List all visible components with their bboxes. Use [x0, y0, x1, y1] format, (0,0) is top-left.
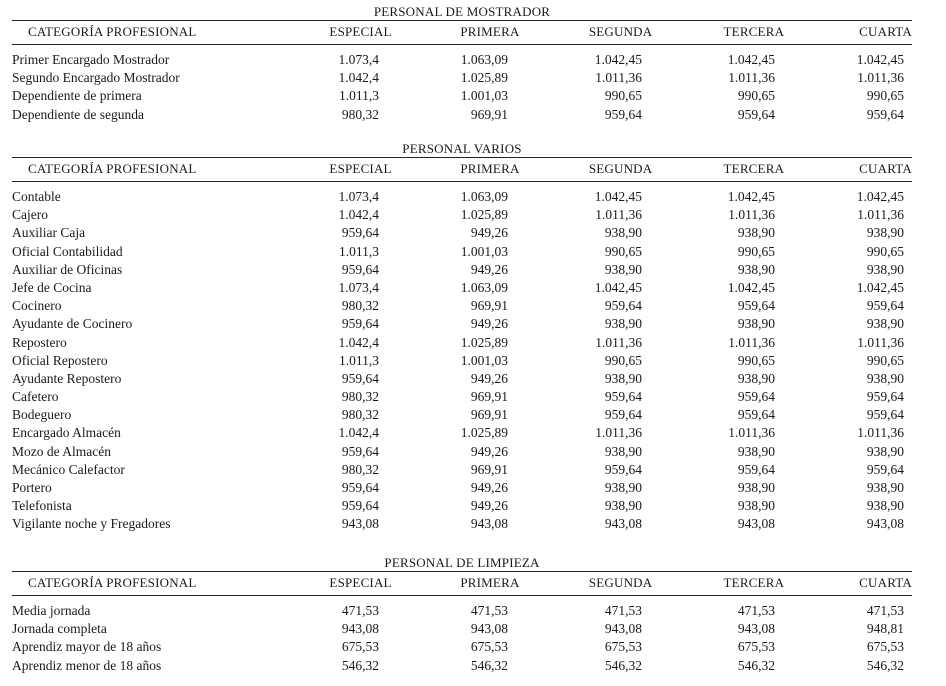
cell-category: Vigilante noche y Fregadores — [12, 516, 171, 532]
cell-segunda: 990,65 — [604, 243, 642, 259]
cell-category: Cocinero — [12, 298, 62, 314]
cell-cuarta: 1.042,45 — [856, 279, 904, 295]
cell-especial: 980,32 — [341, 106, 379, 122]
table-row — [12, 297, 912, 315]
cell-tercera: 1.042,45 — [727, 279, 775, 295]
col-header-cuarta: CUARTA — [859, 161, 912, 176]
cell-primera: 1.001,03 — [460, 88, 508, 104]
cell-cuarta: 938,90 — [866, 261, 904, 277]
cell-category: Ayudante de Cocinero — [12, 316, 133, 332]
cell-segunda: 959,64 — [604, 407, 642, 423]
cell-especial: 943,08 — [341, 516, 379, 532]
section-mostrador — [12, 3, 912, 124]
cell-category: Auxiliar Caja — [12, 225, 86, 241]
cell-primera: 949,26 — [470, 316, 508, 332]
cell-tercera: 959,64 — [737, 407, 775, 423]
cell-primera: 1.001,03 — [460, 243, 508, 259]
table-row — [12, 206, 912, 224]
cell-category: Segundo Encargado Mostrador — [12, 70, 180, 86]
cell-cuarta: 959,64 — [866, 298, 904, 314]
table-header — [12, 571, 912, 596]
cell-cuarta: 1.042,45 — [856, 52, 904, 67]
cell-primera: 1.063,09 — [460, 279, 508, 295]
cell-segunda: 938,90 — [604, 498, 642, 514]
cell-especial: 1.011,3 — [339, 352, 379, 368]
table-row — [12, 479, 912, 497]
cell-primera: 949,26 — [470, 443, 508, 459]
cell-especial: 959,64 — [341, 498, 379, 514]
cell-category: Encargado Almacén — [12, 425, 121, 441]
cell-especial: 675,53 — [341, 639, 379, 655]
table-row — [12, 638, 912, 656]
col-header-category: CATEGORÍA PROFESIONAL — [28, 24, 197, 39]
cell-especial: 980,32 — [341, 389, 379, 405]
cell-category: Mozo de Almacén — [12, 443, 111, 459]
cell-cuarta: 938,90 — [866, 498, 904, 514]
cell-segunda: 990,65 — [604, 88, 642, 104]
table-row — [12, 51, 912, 69]
cell-tercera: 675,53 — [737, 639, 775, 655]
cell-especial: 959,64 — [341, 261, 379, 277]
table-row — [12, 243, 912, 261]
table-row — [12, 657, 912, 675]
cell-especial: 1.011,3 — [339, 88, 379, 104]
cell-category: Aprendiz mayor de 18 años — [12, 639, 162, 655]
cell-tercera: 938,90 — [737, 480, 775, 495]
cell-segunda: 1.042,45 — [594, 52, 642, 67]
table-row — [12, 87, 912, 105]
cell-segunda: 1.042,45 — [594, 189, 642, 204]
cell-tercera: 1.042,45 — [727, 52, 775, 67]
cell-tercera: 1.011,36 — [728, 334, 775, 350]
cell-especial: 959,64 — [341, 316, 379, 332]
cell-cuarta: 959,64 — [866, 389, 904, 405]
cell-primera: 1.063,09 — [460, 189, 508, 204]
cell-cuarta: 938,90 — [866, 370, 904, 386]
cell-cuarta: 938,90 — [866, 480, 904, 495]
cell-primera: 675,53 — [470, 639, 508, 655]
cell-primera: 1.025,89 — [460, 207, 508, 223]
cell-tercera: 943,08 — [737, 516, 775, 532]
cell-category: Cafetero — [12, 389, 59, 405]
cell-cuarta: 1.011,36 — [857, 207, 904, 223]
cell-cuarta: 1.042,45 — [856, 189, 904, 204]
cell-cuarta: 959,64 — [866, 106, 904, 122]
cell-category: Dependiente de segunda — [12, 106, 144, 122]
col-header-especial: ESPECIAL — [329, 575, 392, 590]
table-row — [12, 461, 912, 479]
cell-especial: 980,32 — [341, 461, 379, 477]
cell-primera: 969,91 — [470, 407, 508, 423]
table-body — [12, 182, 912, 534]
cell-cuarta: 990,65 — [866, 88, 904, 104]
cell-segunda: 471,53 — [604, 603, 642, 618]
cell-primera: 949,26 — [470, 261, 508, 277]
cell-tercera: 990,65 — [737, 243, 775, 259]
table-row — [12, 424, 912, 442]
section-title: PERSONAL VARIOS — [402, 141, 522, 156]
cell-primera: 949,26 — [470, 225, 508, 241]
table-row — [12, 315, 912, 333]
cell-primera: 943,08 — [470, 516, 508, 532]
table-row — [12, 370, 912, 388]
cell-especial: 1.073,4 — [338, 279, 379, 295]
cell-cuarta: 959,64 — [866, 407, 904, 423]
col-header-tercera: TERCERA — [723, 575, 785, 590]
col-header-segunda: SEGUNDA — [588, 161, 653, 176]
cell-primera: 949,26 — [470, 480, 508, 495]
table-row — [12, 279, 912, 297]
section-title: PERSONAL DE MOSTRADOR — [373, 4, 551, 19]
cell-tercera: 1.011,36 — [728, 207, 775, 223]
cell-tercera: 959,64 — [737, 298, 775, 314]
cell-primera: 949,26 — [470, 370, 508, 386]
cell-primera: 943,08 — [470, 621, 508, 637]
cell-cuarta: 675,53 — [866, 639, 904, 655]
cell-primera: 949,26 — [470, 498, 508, 514]
cell-segunda: 938,90 — [604, 443, 642, 459]
cell-cuarta: 990,65 — [866, 243, 904, 259]
cell-especial: 959,64 — [341, 443, 379, 459]
cell-especial: 980,32 — [341, 298, 379, 314]
cell-primera: 1.001,03 — [460, 352, 508, 368]
table-row — [12, 602, 912, 620]
table-row — [12, 188, 912, 206]
table-row — [12, 620, 912, 638]
table-row — [12, 106, 912, 124]
cell-tercera: 938,90 — [737, 261, 775, 277]
cell-category: Repostero — [12, 334, 67, 350]
cell-especial: 1.042,4 — [338, 425, 379, 441]
table-row — [12, 497, 912, 515]
cell-category: Oficial Contabilidad — [12, 243, 123, 259]
cell-tercera: 546,32 — [737, 657, 775, 673]
cell-segunda: 959,64 — [604, 106, 642, 122]
cell-category: Bodeguero — [12, 407, 72, 423]
cell-especial: 980,32 — [341, 407, 379, 423]
cell-especial: 471,53 — [341, 603, 379, 618]
cell-segunda: 938,90 — [604, 370, 642, 386]
cell-cuarta: 1.011,36 — [857, 425, 904, 441]
section-varios — [12, 140, 912, 534]
table-body — [12, 596, 912, 675]
cell-segunda: 675,53 — [604, 639, 642, 655]
cell-tercera: 938,90 — [737, 498, 775, 514]
cell-segunda: 938,90 — [604, 480, 642, 495]
cell-segunda: 1.042,45 — [594, 279, 642, 295]
cell-category: Oficial Repostero — [12, 352, 108, 368]
cell-cuarta: 938,90 — [866, 316, 904, 332]
cell-especial: 546,32 — [341, 657, 379, 673]
cell-especial: 1.042,4 — [338, 70, 379, 86]
table-header — [12, 157, 912, 182]
cell-primera: 969,91 — [470, 298, 508, 314]
col-header-especial: ESPECIAL — [329, 161, 392, 176]
cell-segunda: 1.011,36 — [595, 207, 642, 223]
cell-tercera: 471,53 — [737, 603, 775, 618]
cell-category: Ayudante Repostero — [12, 370, 122, 386]
cell-category: Contable — [12, 189, 61, 204]
cell-category: Telefonista — [12, 498, 72, 514]
cell-tercera: 938,90 — [737, 370, 775, 386]
cell-primera: 1.025,89 — [460, 334, 508, 350]
cell-cuarta: 959,64 — [866, 461, 904, 477]
col-header-category: CATEGORÍA PROFESIONAL — [28, 575, 197, 590]
col-header-segunda: SEGUNDA — [588, 24, 653, 39]
cell-cuarta: 471,53 — [866, 603, 904, 618]
table-row — [12, 443, 912, 461]
col-header-cuarta: CUARTA — [859, 575, 912, 590]
cell-primera: 969,91 — [470, 389, 508, 405]
col-header-primera: PRIMERA — [460, 575, 520, 590]
cell-segunda: 938,90 — [604, 316, 642, 332]
cell-category: Jefe de Cocina — [12, 279, 92, 295]
cell-tercera: 943,08 — [737, 621, 775, 637]
cell-primera: 969,91 — [470, 106, 508, 122]
cell-tercera: 1.011,36 — [728, 70, 775, 86]
cell-category: Primer Encargado Mostrador — [12, 52, 170, 67]
cell-especial: 959,64 — [341, 370, 379, 386]
cell-especial: 959,64 — [341, 225, 379, 241]
cell-cuarta: 990,65 — [866, 352, 904, 368]
cell-segunda: 943,08 — [604, 516, 642, 532]
cell-tercera: 959,64 — [737, 461, 775, 477]
cell-tercera: 1.042,45 — [727, 189, 775, 204]
cell-especial: 1.042,4 — [338, 334, 379, 350]
cell-segunda: 959,64 — [604, 461, 642, 477]
cell-segunda: 959,64 — [604, 389, 642, 405]
cell-tercera: 959,64 — [737, 106, 775, 122]
cell-category: Jornada completa — [12, 621, 107, 637]
cell-especial: 1.073,4 — [338, 52, 379, 67]
cell-category: Cajero — [12, 207, 48, 223]
cell-tercera: 990,65 — [737, 352, 775, 368]
section-limpieza — [12, 554, 912, 675]
cell-cuarta: 1.011,36 — [857, 334, 904, 350]
cell-tercera: 1.011,36 — [728, 425, 775, 441]
cell-category: Media jornada — [12, 603, 91, 618]
cell-primera: 1.063,09 — [460, 52, 508, 67]
col-header-especial: ESPECIAL — [329, 24, 392, 39]
cell-segunda: 1.011,36 — [595, 70, 642, 86]
cell-especial: 1.042,4 — [338, 207, 379, 223]
col-header-primera: PRIMERA — [460, 161, 520, 176]
cell-category: Portero — [12, 480, 52, 495]
cell-segunda: 1.011,36 — [595, 334, 642, 350]
cell-segunda: 1.011,36 — [595, 425, 642, 441]
cell-primera: 1.025,89 — [460, 70, 508, 86]
cell-tercera: 990,65 — [737, 88, 775, 104]
table-row — [12, 261, 912, 279]
cell-segunda: 938,90 — [604, 225, 642, 241]
cell-primera: 546,32 — [470, 657, 508, 673]
cell-segunda: 959,64 — [604, 298, 642, 314]
table-row — [12, 352, 912, 370]
table-row — [12, 69, 912, 87]
table-header — [12, 20, 912, 45]
cell-cuarta: 948,81 — [866, 621, 904, 637]
table-row — [12, 224, 912, 242]
cell-especial: 1.011,3 — [339, 243, 379, 259]
cell-category: Dependiente de primera — [12, 88, 142, 104]
cell-category: Aprendiz menor de 18 años — [12, 657, 162, 673]
table-row — [12, 334, 912, 352]
cell-cuarta: 1.011,36 — [857, 70, 904, 86]
cell-especial: 959,64 — [341, 480, 379, 495]
col-header-tercera: TERCERA — [723, 24, 785, 39]
cell-category: Mecánico Calefactor — [12, 461, 125, 477]
cell-tercera: 959,64 — [737, 389, 775, 405]
cell-segunda: 990,65 — [604, 352, 642, 368]
cell-especial: 943,08 — [341, 621, 379, 637]
table-row — [12, 406, 912, 424]
col-header-cuarta: CUARTA — [859, 24, 912, 39]
cell-cuarta: 938,90 — [866, 225, 904, 241]
cell-tercera: 938,90 — [737, 443, 775, 459]
col-header-segunda: SEGUNDA — [588, 575, 653, 590]
cell-cuarta: 546,32 — [866, 657, 904, 673]
table-row — [12, 388, 912, 406]
cell-segunda: 546,32 — [604, 657, 642, 673]
col-header-tercera: TERCERA — [723, 161, 785, 176]
table-body — [12, 45, 912, 124]
col-header-primera: PRIMERA — [460, 24, 520, 39]
cell-category: Auxiliar de Oficinas — [12, 261, 123, 277]
cell-segunda: 938,90 — [604, 261, 642, 277]
table-row — [12, 515, 912, 533]
cell-segunda: 943,08 — [604, 621, 642, 637]
section-title: PERSONAL DE LIMPIEZA — [384, 555, 540, 570]
cell-primera: 471,53 — [470, 603, 508, 618]
cell-tercera: 938,90 — [737, 225, 775, 241]
cell-cuarta: 943,08 — [866, 516, 904, 532]
cell-especial: 1.073,4 — [338, 189, 379, 204]
cell-primera: 1.025,89 — [460, 425, 508, 441]
cell-cuarta: 938,90 — [866, 443, 904, 459]
cell-primera: 969,91 — [470, 461, 508, 477]
col-header-category: CATEGORÍA PROFESIONAL — [28, 161, 197, 176]
cell-tercera: 938,90 — [737, 316, 775, 332]
